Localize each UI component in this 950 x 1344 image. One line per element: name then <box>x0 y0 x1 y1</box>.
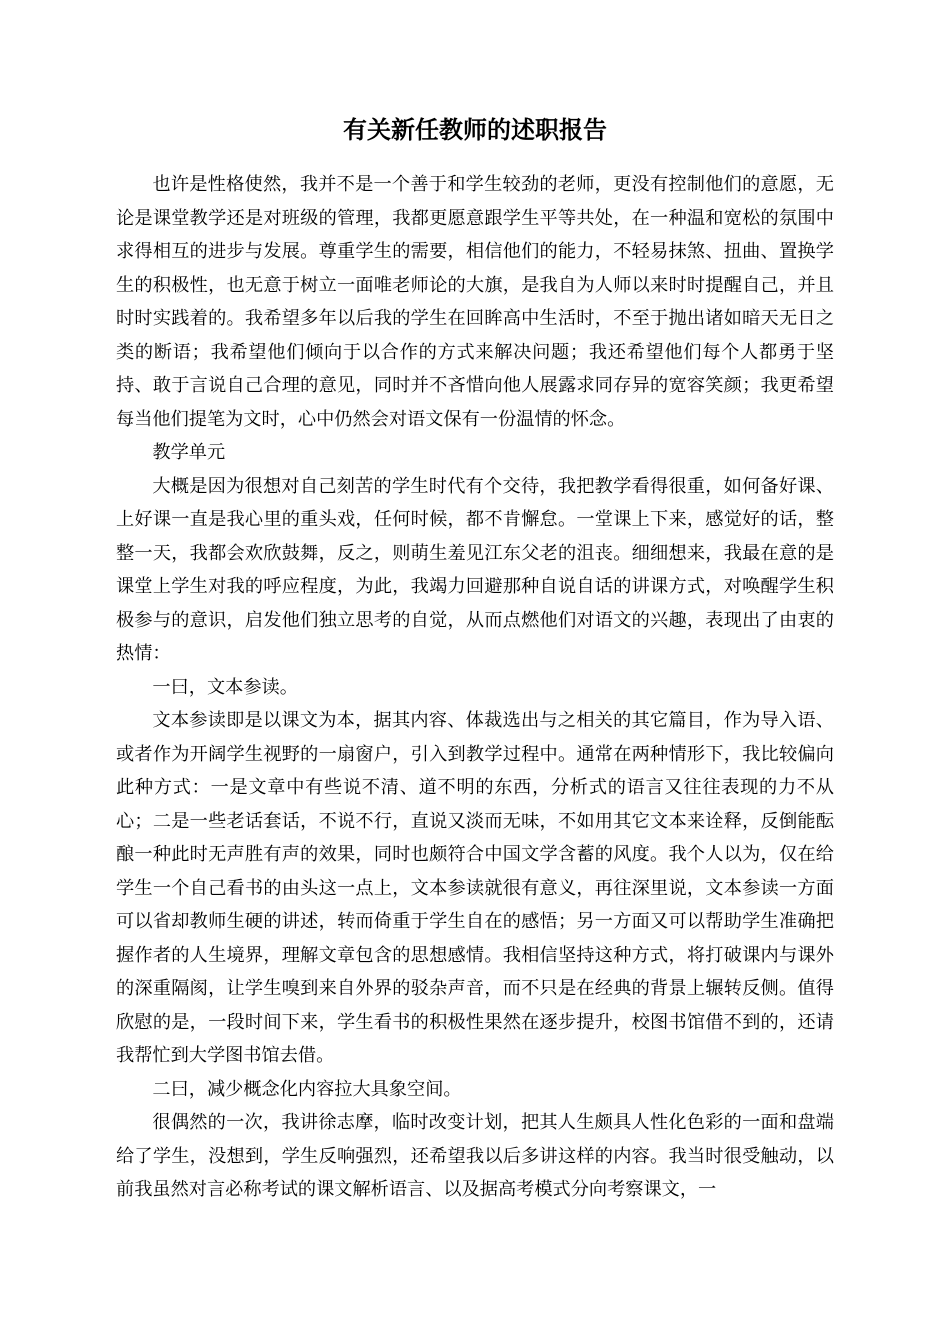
section-heading: 教学单元 <box>152 442 226 463</box>
subsection-heading: 二曰，减少概念化内容拉大具象空间。 <box>152 1078 462 1100</box>
document-body <box>116 168 834 1207</box>
paragraph: 很偶然的一次，我讲徐志摩，临时改变计划，把其人生颇具人性化色彩的一面和盘端给了学生，没想到，学生反响强烈，还希望我以后多讲这样的内容。我当时很受触动，以前我虽然对言必称考试的课文解析语言、以及据高考模式分向考察课文，一 <box>116 1112 834 1200</box>
paragraph: 大概是因为很想对自己刻苦的学生时代有个交待，我把教学看得很重，如何备好课、上好课一直是我心里的重头戏，任何时候，都不肯懈怠。一堂课上下来，感觉好的话，整整一天，我都会欢欣鼓舞，反之，则萌生羞见江东父老的沮丧。细细想来，我最在意的是课堂上学生对我的呼应程度，为此，我竭力回避那种自说自话的讲课方式，对唤醒学生积极参与的意识，启发他们独立思考的自觉，从而点燃他们对语文的兴趣，表现出了由衷的热情： <box>116 475 834 664</box>
subsection-heading: 一曰，文本参读。 <box>152 676 298 698</box>
paragraph: 也许是性格使然，我并不是一个善于和学生较劲的老师，更没有控制他们的意愿，无论是课堂教学还是对班级的管理，我都更愿意跟学生平等共处，在一种温和宽松的氛围中求得相互的进步与发展。尊重学生的需要，相信他们的能力，不轻易抹煞、扭曲、置换学生的积极性，也无意于树立一面唯老师论的大旗，是我自为人师以来时时提醒自己，并且时时实践着的。我希望多年以后我的学生在回眸高中生活时，不至于抛出诸如暗天无日之类的断语；我希望他们倾向于以合作的方式来解决问题；我还希望他们每个人都勇于坚持、敢于言说自己合理的意见，同时并不吝惜向他人展露求同存异的宽容笑颜；我更希望每当他们提笔为文时，心中仍然会对语文保有一份温情的怀念。 <box>116 174 834 430</box>
paragraph: 文本参读即是以课文为本，据其内容、体裁选出与之相关的其它篇目，作为导入语、或者作为开阔学生视野的一扇窗户，引入到教学过程中。通常在两种情形下，我比较偏向此种方式：一是文章中有些说不清、道不明的东西，分析式的语言又往往表现的力不从心；二是一些老话套话，不说不行，直说又淡而无味，不如用其它文本来诠释，反倒能酝酿一种此时无声胜有声的效果，同时也颇符合中国文学含蓄的风度。我个人以为，仅在给学生一个自己看书的由头这一点上，文本参读就很有意义，再往深里说，文本参读一方面可以省却教师生硬的讲述，转而倚重于学生自在的感悟；另一方面又可以帮助学生准确把握作者的人生境界，理解文章包含的思想感情。我相信坚持这种方式，将打破课内与课外的深重隔阂，让学生嗅到来自外界的驳杂声音，而不只是在经典的背景上辗转反侧。值得欣慰的是，一段时间下来，学生看书的积极性果然在逐步提升，校图书馆借不到的，还请我帮忙到大学图书馆去借。 <box>116 710 834 1066</box>
document-title: 有关新任教师的述职报告 <box>343 116 607 144</box>
